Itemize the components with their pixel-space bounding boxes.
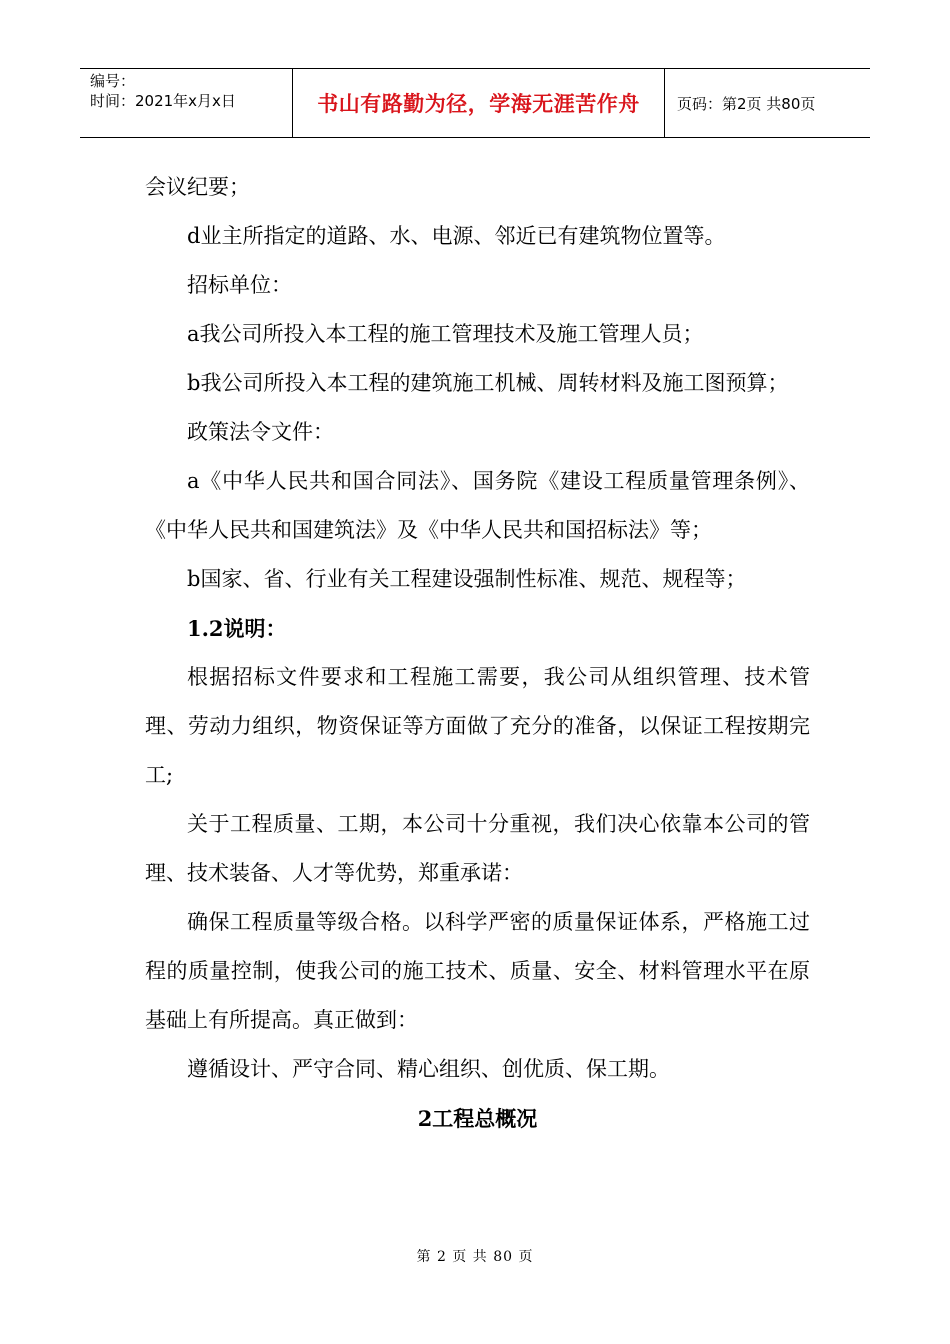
paragraph-bidder-b: b我公司所投入本工程的建筑施工机械、周转材料及施工图预算； [187,371,789,395]
paragraph-quality: 确保工程质量等级合格。以科学严密的质量保证体系，严格施工过程的质量控制，使我公司的施工技术、质量、安全、材料管理水平在原基础上有所提高。真正做到： [145,910,810,1032]
header-motto: 书山有路勤为径，学海无涯苦作舟 [293,69,665,137]
paragraph-policy-heading: 政策法令文件： [187,420,334,444]
subsection-heading-explanation: 1.2说明： [187,616,287,641]
paragraph-policy-b: b国家、省、行业有关工程建设强制性标准、规范、规程等； [187,567,747,591]
document-date: 时间：2021年x月x日 [90,92,236,110]
paragraph-owner-site: d业主所指定的道路、水、电源、邻近已有建筑物位置等。 [187,224,726,248]
paragraph-bidder-heading: 招标单位： [187,273,292,297]
header-meta-cell [80,69,293,137]
paragraph-bidder-a: a我公司所投入本工程的施工管理技术及施工管理人员； [187,322,704,346]
page-footer: 第 2 页 共 80 页 [416,1249,534,1265]
document-body [145,163,810,1143]
paragraph-meeting-minutes: 会议纪要； [145,175,250,199]
header-page-info: 页码：第2页 共80页 [677,94,816,113]
paragraph-commitment: 关于工程质量、工期，本公司十分重视，我们决心依靠本公司的管理、技术装备、人才等优势，郑重承诺： [145,812,810,885]
paragraph-policy-a: a《中华人民共和国合同法》、国务院《建设工程质量管理条例》、《中华人民共和国建筑法》及《中华人民共和国招标法》等； [145,469,810,542]
section-heading-overview: 2工程总概况 [417,1106,538,1131]
document-number-label: 编号： [90,72,136,90]
paragraph-principles: 遵循设计、严守合同、精心组织、创优质、保工期。 [187,1057,670,1081]
paragraph-preparation: 根据招标文件要求和工程施工需要，我公司从组织管理、技术管理、劳动力组织，物资保证等方面做了充分的准备，以保证工程按期完工; [145,665,810,787]
page-header [80,68,870,138]
